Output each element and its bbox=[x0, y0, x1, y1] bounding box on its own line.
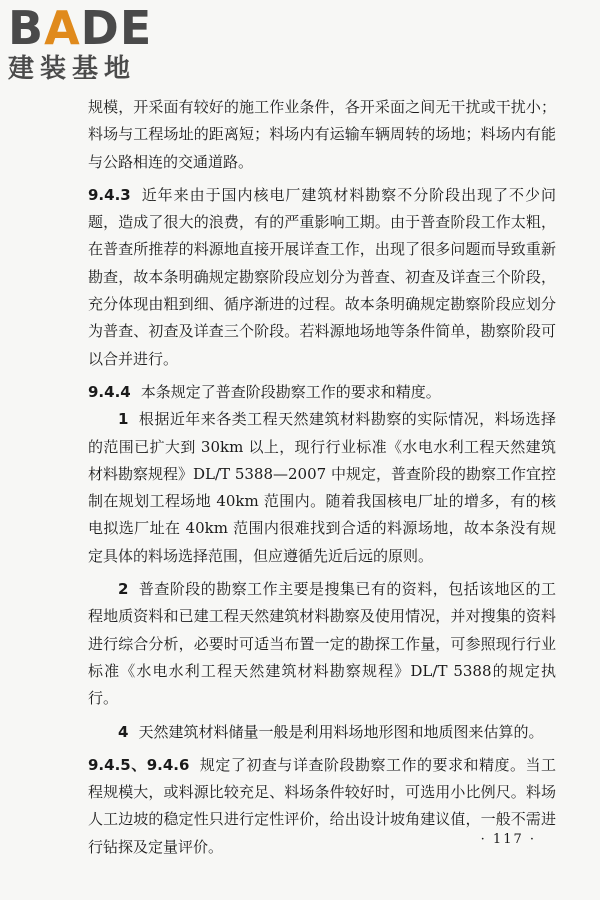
list-item-4 bbox=[88, 719, 556, 746]
paragraph-text: 规模，开采面有较好的施工作业条件，各开采面之间无干扰或干扰小；料场与工程场址的距离短；料场内有运输车辆周转的场地；料场内有能与公路相连的交通道路。 bbox=[88, 98, 556, 171]
paragraph-continuation bbox=[88, 94, 556, 176]
list-item-1 bbox=[88, 406, 556, 570]
paragraph-text: 天然建筑材料储量一般是利用料场地形图和地质图来估算的。 bbox=[138, 722, 544, 741]
logo-letter-b: B bbox=[8, 1, 45, 55]
document-body bbox=[88, 94, 556, 861]
section-number: 9.4.5、9.4.6 bbox=[88, 755, 190, 774]
section-9-4-4 bbox=[88, 379, 556, 406]
section-number: 9.4.3 bbox=[88, 185, 131, 204]
item-number: 1 bbox=[118, 410, 129, 429]
item-number: 4 bbox=[118, 722, 129, 741]
page-number: · 117 · bbox=[480, 832, 536, 847]
logo-letter-a: A bbox=[44, 1, 81, 55]
paragraph-text: 本条规定了普查阶段勘察工作的要求和精度。 bbox=[140, 382, 441, 401]
paragraph-text: 普查阶段的勘察工作主要是搜集已有的资料，包括该地区的工程地质资料和已建工程天然建筑材料勘察及使用情况，并对搜集的资料进行综合分析，必要时可适当布置一定的勘探工作量，可参照现行行业标准《水电水利工程天然建筑材料勘察规程》DL/T 5388的规定执行。 bbox=[88, 580, 556, 708]
paragraph-text: 规定了初查与详查阶段勘察工作的要求和精度。当工程规模大，或料源比较充足、料场条件较好时，可选用小比例尺。料场人工边坡的稳定性只进行定性评价，给出设计坡角建议值，一般不需进行钻探及定量评价。 bbox=[88, 755, 556, 856]
logo-letters-de: DE bbox=[80, 1, 153, 55]
item-number: 2 bbox=[118, 580, 129, 599]
logo bbox=[8, 1, 178, 84]
list-item-2 bbox=[88, 576, 556, 712]
paragraph-text: 近年来由于国内核电厂建筑材料勘察不分阶段出现了不少问题，造成了很大的浪费，有的严重影响工期。由于普查阶段工作太粗，在普查所推荐的料源地直接开展详查工作，出现了很多问题而导致重新勘查，故本条明确规定勘察阶段应划分为普查、初查及详查三个阶段，充分体现由粗到细、循序渐进的过程。故本条明确规定勘察阶段应划分为普查、初查及详查三个阶段。若料源地场地等条件简单，勘察阶段可以合并进行。 bbox=[88, 185, 556, 368]
section-9-4-3 bbox=[88, 182, 556, 373]
paragraph-text: 根据近年来各类工程天然建筑材料勘察的实际情况，料场选择的范围已扩大到 30km 以上，现行行业标准《水电水利工程天然建筑材料勘察规程》DL/T 5388—2007 中规定，普查阶段的勘察工作宜控制在规划工程场地 40km 范围内。随着我国核电厂址的增多，有的核电拟选厂址在 40km 范围内很难找到合适的料源场地，故本条没有规定具体的料场选择范围，但应遵循先近后远的原则。 bbox=[88, 410, 556, 565]
logo-wordmark bbox=[8, 1, 178, 55]
logo-subtitle: 建装基地 bbox=[8, 54, 137, 84]
section-number: 9.4.4 bbox=[88, 382, 131, 401]
